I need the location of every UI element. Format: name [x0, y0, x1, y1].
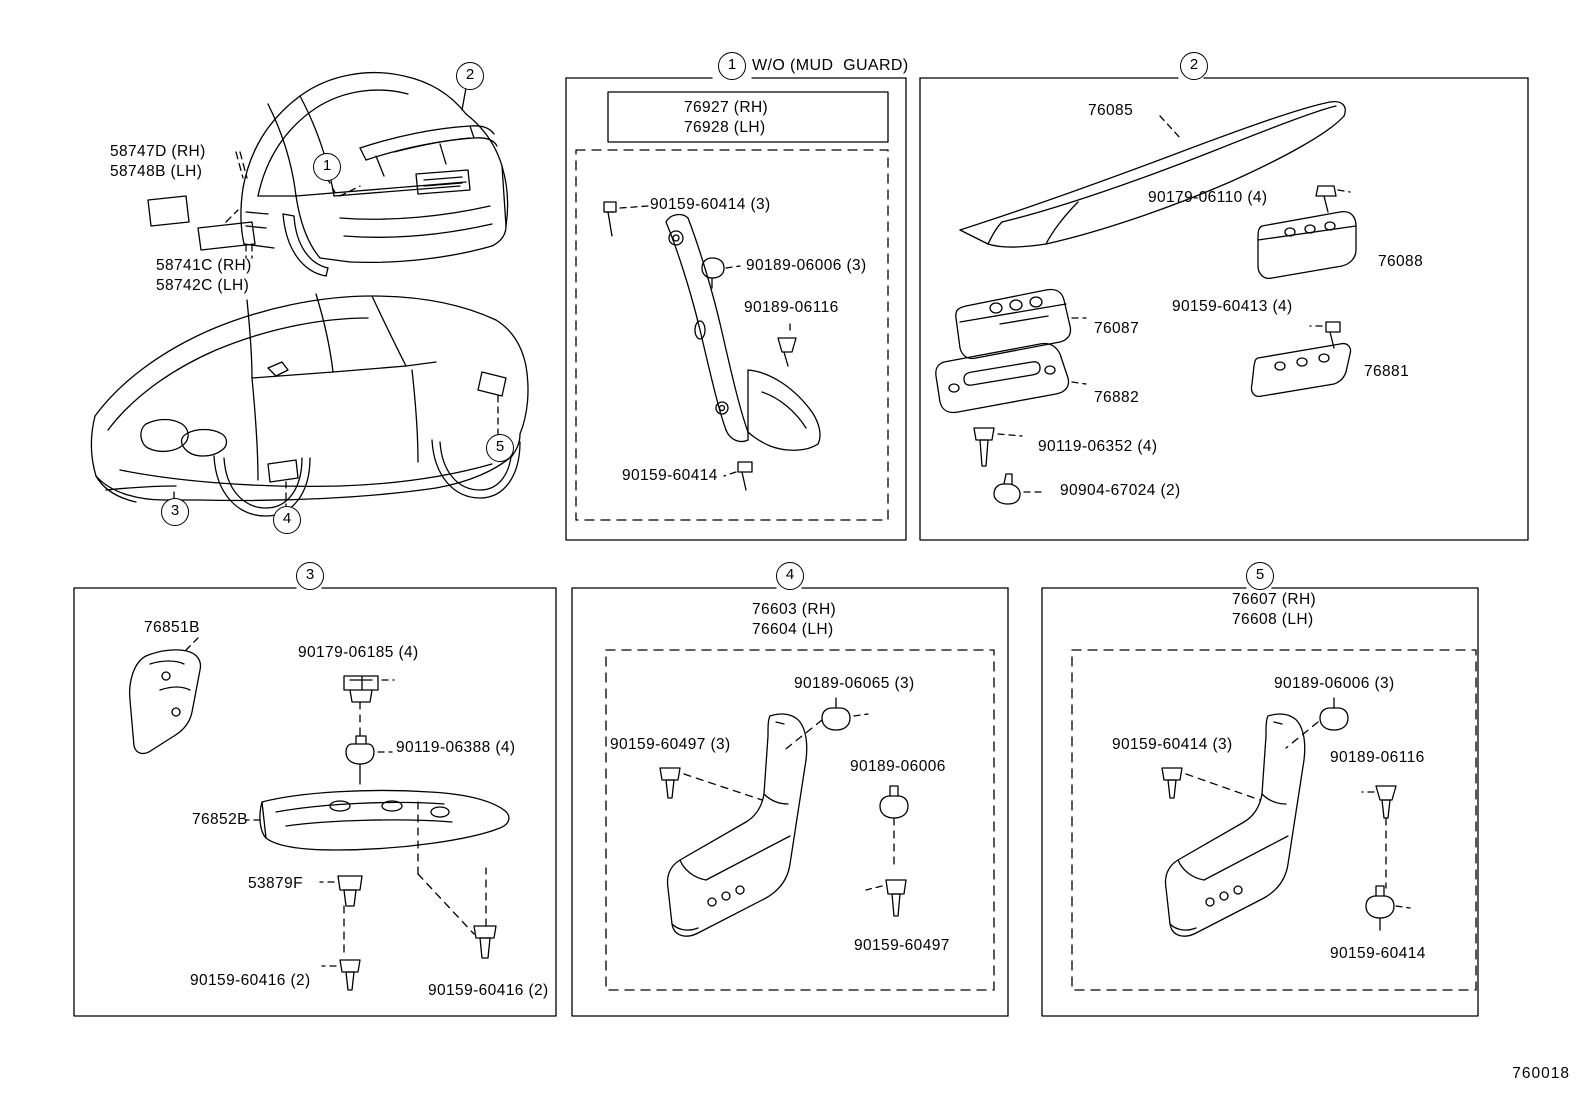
panel-2-bracket-76087 [956, 289, 1086, 358]
diagram-code: 760018 [1512, 1065, 1570, 1082]
part-label-58748b: 58748B (LH) [110, 163, 203, 180]
part-label-58742c: 58742C (LH) [156, 277, 250, 294]
panel-1-part-rh: 76927 (RH) [684, 99, 769, 116]
panel-4-fasteners [660, 698, 908, 916]
panel-4-label-90159-60497-a: 90159-60497 (3) [610, 736, 731, 753]
panel-2-label-90159-60413: 90159-60413 (4) [1172, 298, 1293, 315]
panel-1-part-art [604, 202, 820, 490]
panel-5-label-90159-60414-a: 90159-60414 (3) [1112, 736, 1233, 753]
panel-3-label-90179-06185: 90179-06185 (4) [298, 644, 419, 661]
panel-3-fasteners [320, 676, 496, 990]
panel-2-bracket-76088 [1258, 186, 1356, 278]
panel-2-plate-76882 [936, 343, 1086, 412]
panel-2-label-76881: 76881 [1364, 363, 1410, 380]
callout-4-on-car: 4 [273, 506, 301, 534]
panel-2-label-90179-06110: 90179-06110 (4) [1148, 189, 1268, 206]
panel-5-dashed-box [1072, 650, 1476, 990]
panel-2-bracket-76881 [1251, 322, 1350, 396]
panel-2-fasteners [974, 428, 1046, 504]
panel-3-part-76851b [130, 638, 201, 753]
group-number-1-header: 1 [718, 52, 746, 80]
group-number-3-header: 3 [296, 562, 324, 590]
panel-3-label-53879f: 53879F [248, 875, 303, 892]
panel-4-part-lh: 76604 (LH) [752, 621, 834, 638]
panel-1-frame [566, 78, 906, 540]
panel-5-label-90189-06006: 90189-06006 (3) [1274, 675, 1395, 692]
panel-2-part-art [960, 102, 1345, 247]
callout-3-on-car: 3 [161, 498, 189, 526]
panel-4-label-90159-60497-b: 90159-60497 [854, 937, 950, 954]
panel-5-part-rh: 76607 (RH) [1232, 591, 1317, 608]
group-1-title: W/O (MUD GUARD) [752, 57, 909, 74]
panel-1-part-lh: 76928 (LH) [684, 119, 766, 136]
car-side-illustration [91, 294, 528, 516]
panel-5-fasteners [1162, 698, 1410, 930]
panel-1-label-2: 90189-06116 [744, 299, 839, 316]
panel-3-label-90159-60416-b: 90159-60416 (2) [428, 982, 549, 999]
panel-2-label-90904-67024: 90904-67024 (2) [1060, 482, 1181, 499]
part-label-58747d: 58747D (RH) [110, 143, 206, 160]
panel-3-label-76851b: 76851B [144, 619, 200, 636]
panel-3-label-90119-06388: 90119-06388 (4) [396, 739, 516, 756]
panel-3-part-76852b [246, 790, 509, 850]
callout-5-on-car: 5 [486, 434, 514, 462]
panel-4-part-rh: 76603 (RH) [752, 601, 837, 618]
panel-5-label-90189-06116: 90189-06116 [1330, 749, 1425, 766]
group-number-4-header: 4 [776, 562, 804, 590]
panel-4-label-90189-06006: 90189-06006 [850, 758, 946, 775]
panel-3-label-90159-60416-a: 90159-60416 (2) [190, 972, 311, 989]
panel-2-label-76087: 76087 [1094, 320, 1140, 337]
panel-2-label-76882: 76882 [1094, 389, 1140, 406]
panel-4-label-90189-06065: 90189-06065 (3) [794, 675, 915, 692]
panel-1-label-3: 90159-60414 [622, 467, 718, 484]
panel-2-label-90119-06352: 90119-06352 (4) [1038, 438, 1158, 455]
panel-1-label-0: 90159-60414 (3) [650, 196, 771, 213]
callout-2-on-car: 2 [456, 62, 484, 90]
part-label-58741c: 58741C (RH) [156, 257, 252, 274]
panel-5-label-90159-60414-b: 90159-60414 [1330, 945, 1426, 962]
panel-5-part-lh: 76608 (LH) [1232, 611, 1314, 628]
panel-2-label-76088: 76088 [1378, 253, 1424, 270]
panel-1-label-1: 90189-06006 (3) [746, 257, 867, 274]
callout-1-on-car: 1 [313, 153, 341, 181]
panel-2-label-76085: 76085 [1088, 102, 1134, 119]
panel-3-label-76852b: 76852B [192, 811, 248, 828]
group-number-2-header: 2 [1180, 52, 1208, 80]
group-number-5-header: 5 [1246, 562, 1274, 590]
